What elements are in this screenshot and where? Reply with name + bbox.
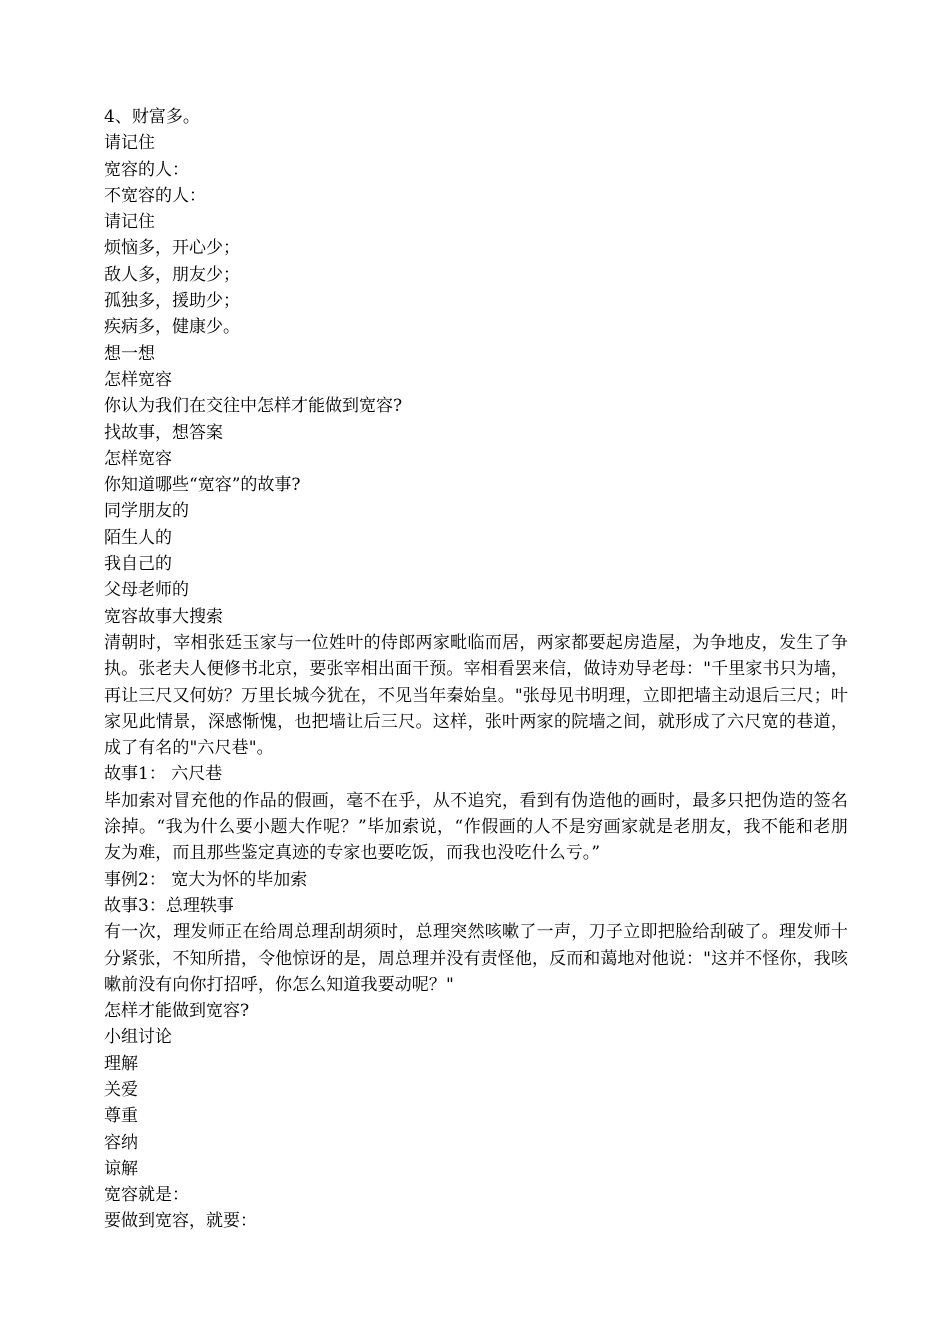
text-line: 宽容就是： bbox=[104, 1185, 189, 1206]
text-line: 请记住 bbox=[104, 212, 155, 233]
text-line: 怎样才能做到宽容? bbox=[104, 1001, 250, 1022]
story1-paragraph: 清朝时，宰相张廷玉家与一位姓叶的侍郎两家毗临而居，两家都要起房造屋，为争地皮，发生了争执。张老夫人便修书北京，要张宰相出面干预。宰相看罢来信，做诗劝导老母："千里家书只为墙，再让三尺又何妨？万里长城今犹在，不见当年秦始皇。"张母见书明理，立即把墙主动退后三尺；叶家见此情景，深感惭愧，也把墙让后三尺。这样，张叶两家的院墙之间，就形成了六尺宽的巷道，成了有名的"六尺巷"。 bbox=[104, 632, 848, 759]
section-heading: 小组讨论 bbox=[104, 1027, 172, 1048]
text-line: 敌人多，朋友少； bbox=[104, 264, 240, 285]
text-line: 同学朋友的 bbox=[104, 501, 189, 522]
text-line: 我自己的 bbox=[104, 554, 172, 575]
section-heading: 怎样宽容 bbox=[104, 448, 172, 469]
story1-title: 故事1： 六尺巷 bbox=[104, 764, 223, 785]
list-item: 谅解 bbox=[104, 1158, 138, 1179]
section-heading: 怎样宽容 bbox=[104, 369, 172, 390]
section-heading: 宽容故事大搜索 bbox=[104, 606, 223, 627]
list-item: 尊重 bbox=[104, 1106, 138, 1127]
text-line: 不宽容的人： bbox=[104, 185, 206, 206]
text-line: 陌生人的 bbox=[104, 527, 172, 548]
text-line: 父母老师的 bbox=[104, 580, 189, 601]
document-body bbox=[104, 104, 848, 1235]
text-line: 宽容的人： bbox=[104, 159, 189, 180]
text-line: 烦恼多，开心少； bbox=[104, 238, 240, 259]
story3-paragraph: 有一次，理发师正在给周总理刮胡须时，总理突然咳嗽了一声，刀子立即把脸给刮破了。理发师十分紧张，不知所措，令他惊讶的是，周总理并没有责怪他，反而和蔼地对他说："这并不怪你，我咳嗽前没有向你打招呼，你怎么知道我要动呢？" bbox=[104, 922, 848, 995]
text-line: 你认为我们在交往中怎样才能做到宽容? bbox=[104, 396, 403, 417]
story2-title: 事例2： 宽大为怀的毕加索 bbox=[104, 869, 308, 890]
text-line: 4、财富多。 bbox=[104, 107, 200, 127]
text-line: 孤独多，援助少； bbox=[104, 291, 240, 312]
text-line: 你知道哪些“宽容”的故事? bbox=[104, 475, 301, 496]
text-line: 要做到宽容，就要： bbox=[104, 1211, 257, 1232]
story2-paragraph: 毕加索对冒充他的作品的假画，毫不在乎，从不追究，看到有伪造他的画时，最多只把伪造的签名涂掉。“我为什么要小题大作呢？”毕加索说，“作假画的人不是穷画家就是老朋友，我不能和老朋友为难，而且那些鉴定真迹的专家也要吃饭，而我也没吃什么亏。” bbox=[104, 790, 848, 864]
text-line: 请记住 bbox=[104, 133, 155, 154]
section-heading: 想一想 bbox=[104, 343, 155, 364]
section-heading: 找故事，想答案 bbox=[104, 422, 223, 443]
story3-title: 故事3：总理轶事 bbox=[104, 895, 234, 916]
list-item: 关爱 bbox=[104, 1079, 138, 1100]
list-item: 理解 bbox=[104, 1053, 138, 1074]
list-item: 容纳 bbox=[104, 1132, 138, 1153]
text-line: 疾病多，健康少。 bbox=[104, 317, 240, 338]
